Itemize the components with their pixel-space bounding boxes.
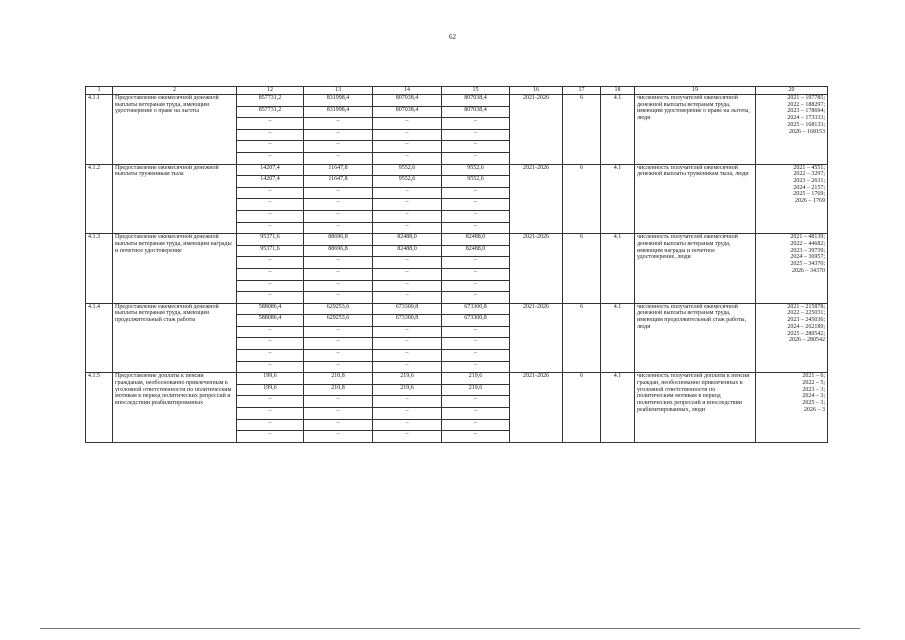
funding-value: 14207,4 bbox=[237, 176, 304, 188]
target-value-line: 2026 – 3 bbox=[804, 406, 825, 413]
funding-value: – bbox=[442, 338, 510, 350]
funding-value: – bbox=[237, 187, 304, 199]
funding-value: – bbox=[442, 396, 510, 408]
funding-value: 82488,0 bbox=[373, 234, 442, 246]
funding-value: – bbox=[237, 408, 304, 420]
header-cell: 20 bbox=[756, 87, 828, 95]
funding-value: – bbox=[237, 257, 304, 269]
target-value-line: 2024 – 36957; bbox=[790, 254, 825, 261]
target-value-line: 2026 – 280542 bbox=[789, 337, 825, 344]
funding-value: – bbox=[304, 199, 373, 211]
funding-value: – bbox=[237, 419, 304, 431]
funding-value: – bbox=[237, 118, 304, 130]
page-bottom-rule bbox=[40, 628, 860, 629]
target-value-line: 2021 – 215878; bbox=[787, 303, 825, 310]
target-value-line: 2021 – 48139; bbox=[790, 234, 825, 241]
implementation-period: 2021-2026 bbox=[510, 234, 563, 304]
target-value-line: 2022 – 3297; bbox=[793, 171, 825, 178]
funding-value: – bbox=[373, 222, 442, 234]
target-value-line: 2023 – 3; bbox=[802, 386, 825, 393]
target-value-line: 2025 – 280542; bbox=[787, 330, 825, 337]
target-value-line: 2024 – 2157; bbox=[793, 184, 825, 191]
column-17-value: 6 bbox=[563, 373, 601, 443]
funding-value: – bbox=[373, 118, 442, 130]
funding-value: – bbox=[237, 141, 304, 153]
target-value-line: 2024 – 3; bbox=[802, 393, 825, 400]
funding-value: 673300,8 bbox=[442, 315, 510, 327]
funding-value: – bbox=[304, 129, 373, 141]
column-17-value: 6 bbox=[563, 234, 601, 304]
funding-value: – bbox=[373, 350, 442, 362]
funding-value: – bbox=[304, 222, 373, 234]
target-value-line: 2021 – 6; bbox=[802, 373, 825, 380]
indicator-description: численность получателей ежемесячной денежной выплаты ветеранам труда, имеющим продолжительный стаж работы, люди bbox=[635, 303, 756, 373]
target-values bbox=[756, 303, 828, 373]
header-cell: 12 bbox=[237, 87, 304, 95]
column-18-value: 4.1 bbox=[601, 164, 635, 234]
funding-value: – bbox=[442, 431, 510, 443]
funding-value: 807038,4 bbox=[373, 95, 442, 107]
funding-value: – bbox=[304, 152, 373, 164]
implementation-period: 2021-2026 bbox=[510, 95, 563, 165]
measure-name: Предоставление ежемесячной денежной выплаты ветеранам труда, имеющим продолжительный стаж работы bbox=[113, 303, 237, 373]
measure-code: 4.1.2 bbox=[86, 164, 113, 234]
funding-value: 219,6 bbox=[442, 384, 510, 396]
target-value-line: 2025 – 34370; bbox=[790, 261, 825, 267]
funding-value: – bbox=[304, 141, 373, 153]
funding-value: – bbox=[373, 361, 442, 373]
measure-code: 4.1.4 bbox=[86, 303, 113, 373]
funding-value: – bbox=[373, 408, 442, 420]
funding-value: – bbox=[237, 268, 304, 280]
target-value-line: 2023 – 39739; bbox=[790, 247, 825, 254]
funding-value: 629253,6 bbox=[304, 315, 373, 327]
target-value-line: 2022 – 225031; bbox=[787, 310, 825, 317]
funding-value: – bbox=[442, 268, 510, 280]
funding-value: – bbox=[442, 408, 510, 420]
target-value-line: 2026 – 34370 bbox=[792, 267, 825, 274]
funding-value: 831998,4 bbox=[304, 95, 373, 107]
funding-value: – bbox=[304, 326, 373, 338]
measure-code: 4.1.1 bbox=[86, 95, 113, 165]
funding-value: – bbox=[237, 338, 304, 350]
funding-value: – bbox=[237, 350, 304, 362]
funding-value: – bbox=[442, 350, 510, 362]
funding-value: – bbox=[237, 431, 304, 443]
funding-value: – bbox=[373, 292, 442, 304]
funding-value: 9552,6 bbox=[373, 176, 442, 188]
funding-value: – bbox=[373, 268, 442, 280]
column-17-value: 6 bbox=[563, 303, 601, 373]
target-value-line: 2021 – 4551; bbox=[793, 164, 825, 171]
header-cell: 18 bbox=[601, 87, 635, 95]
funding-value: – bbox=[237, 129, 304, 141]
funding-value: 95371,6 bbox=[237, 245, 304, 257]
funding-value: – bbox=[442, 187, 510, 199]
funding-value: 14207,4 bbox=[237, 164, 304, 176]
column-18-value: 4.1 bbox=[601, 95, 635, 165]
target-value-line: 2025 – 3; bbox=[802, 400, 825, 407]
table-row bbox=[86, 95, 828, 107]
measure-name: Предоставление доплаты к пенсии гражданам, необоснованно привлеченным к уголовной ответственности по политическим мотивам в период политических репрессий и впоследствии реабилитированных bbox=[113, 373, 237, 443]
funding-value: – bbox=[237, 361, 304, 373]
funding-value: 199,6 bbox=[237, 384, 304, 396]
funding-value: – bbox=[304, 187, 373, 199]
header-row bbox=[86, 87, 828, 95]
measure-name: Предоставление ежемесячной денежной выплаты ветеранам труда, имеющим награды и почетное удостоверение bbox=[113, 234, 237, 304]
column-18-value: 4.1 bbox=[601, 373, 635, 443]
funding-value: 673300,8 bbox=[442, 303, 510, 315]
implementation-period: 2021-2026 bbox=[510, 373, 563, 443]
funding-value: – bbox=[373, 338, 442, 350]
funding-value: – bbox=[304, 396, 373, 408]
target-values bbox=[756, 234, 828, 304]
header-cell: 2 bbox=[113, 87, 237, 95]
funding-value: 88696,8 bbox=[304, 234, 373, 246]
funding-value: – bbox=[373, 257, 442, 269]
funding-value: 857731,2 bbox=[237, 95, 304, 107]
implementation-period: 2021-2026 bbox=[510, 164, 563, 234]
funding-value: – bbox=[237, 396, 304, 408]
funding-value: – bbox=[373, 141, 442, 153]
header-cell: 1 bbox=[86, 87, 113, 95]
funding-value: – bbox=[373, 431, 442, 443]
funding-value: – bbox=[373, 326, 442, 338]
funding-value: – bbox=[304, 280, 373, 292]
funding-value: – bbox=[442, 222, 510, 234]
funding-value: 588086,4 bbox=[237, 303, 304, 315]
funding-value: 629253,6 bbox=[304, 303, 373, 315]
funding-value: – bbox=[304, 431, 373, 443]
target-value-line: 2023 – 2631; bbox=[793, 178, 825, 184]
table-row bbox=[86, 303, 828, 315]
funding-value: – bbox=[304, 361, 373, 373]
column-17-value: 6 bbox=[563, 95, 601, 165]
header-cell: 14 bbox=[373, 87, 442, 95]
funding-value: 807038,4 bbox=[442, 106, 510, 118]
funding-value: 95371,6 bbox=[237, 234, 304, 246]
indicator-description: численность получателей ежемесячной денежной выплаты ветеранам труда, имеющим удостоверение о праве на льготы, люди bbox=[635, 95, 756, 165]
column-18-value: 4.1 bbox=[601, 303, 635, 373]
program-table bbox=[85, 86, 828, 443]
table-row bbox=[86, 164, 828, 176]
indicator-description: численность получателей ежемесячной денежной выплаты труженикам тыла, люди bbox=[635, 164, 756, 234]
funding-value: 673300,8 bbox=[373, 303, 442, 315]
funding-value: 11647,8 bbox=[304, 164, 373, 176]
funding-value: – bbox=[442, 129, 510, 141]
funding-value: – bbox=[237, 280, 304, 292]
measure-name: Предоставление ежемесячной денежной выплаты труженикам тыла bbox=[113, 164, 237, 234]
page-number: 62 bbox=[449, 33, 456, 41]
funding-value: – bbox=[237, 222, 304, 234]
funding-value: – bbox=[304, 210, 373, 222]
funding-value: 219,6 bbox=[373, 384, 442, 396]
funding-value: – bbox=[373, 396, 442, 408]
measure-code: 4.1.3 bbox=[86, 234, 113, 304]
funding-value: 11647,8 bbox=[304, 176, 373, 188]
target-values bbox=[756, 95, 828, 165]
funding-value: – bbox=[237, 210, 304, 222]
header-cell: 17 bbox=[563, 87, 601, 95]
funding-value: 673300,8 bbox=[373, 315, 442, 327]
implementation-period: 2021-2026 bbox=[510, 303, 563, 373]
target-value-line: 2025 – 1769; bbox=[793, 191, 825, 198]
funding-value: 831998,4 bbox=[304, 106, 373, 118]
target-value-line: 2025 – 168133; bbox=[787, 121, 825, 128]
funding-value: – bbox=[373, 419, 442, 431]
funding-value: – bbox=[237, 152, 304, 164]
funding-value: – bbox=[442, 118, 510, 130]
target-value-line: 2024 – 173333; bbox=[787, 115, 825, 122]
funding-value: – bbox=[237, 326, 304, 338]
funding-value: – bbox=[304, 257, 373, 269]
funding-value: – bbox=[442, 257, 510, 269]
target-value-line: 2026 – 1769 bbox=[795, 198, 825, 205]
funding-value: 857731,2 bbox=[237, 106, 304, 118]
funding-value: 9552,6 bbox=[442, 164, 510, 176]
funding-value: – bbox=[304, 268, 373, 280]
funding-value: – bbox=[442, 152, 510, 164]
target-value-line: 2022 – 5; bbox=[802, 379, 825, 386]
funding-value: 9552,6 bbox=[442, 176, 510, 188]
funding-value: 807038,4 bbox=[442, 95, 510, 107]
header-cell: 16 bbox=[510, 87, 563, 95]
header-cell: 13 bbox=[304, 87, 373, 95]
funding-value: – bbox=[304, 350, 373, 362]
header-cell: 15 bbox=[442, 87, 510, 95]
funding-value: – bbox=[373, 280, 442, 292]
funding-value: – bbox=[304, 419, 373, 431]
funding-value: – bbox=[304, 338, 373, 350]
funding-value: – bbox=[442, 326, 510, 338]
funding-value: 807038,4 bbox=[373, 106, 442, 118]
column-18-value: 4.1 bbox=[601, 234, 635, 304]
header-cell: 19 bbox=[635, 87, 756, 95]
funding-value: 88696,8 bbox=[304, 245, 373, 257]
target-value-line: 2021 – 197785; bbox=[787, 95, 825, 101]
target-value-line: 2023 – 245036; bbox=[787, 317, 825, 324]
funding-value: – bbox=[373, 187, 442, 199]
target-values bbox=[756, 373, 828, 443]
funding-value: – bbox=[442, 210, 510, 222]
funding-value: – bbox=[237, 292, 304, 304]
funding-value: – bbox=[304, 408, 373, 420]
funding-value: – bbox=[442, 199, 510, 211]
funding-value: – bbox=[442, 361, 510, 373]
funding-value: – bbox=[373, 210, 442, 222]
target-value-line: 2024 – 262189; bbox=[787, 323, 825, 330]
funding-value: – bbox=[442, 292, 510, 304]
funding-value: 82488,0 bbox=[442, 234, 510, 246]
target-value-line: 2026 – 168153 bbox=[789, 128, 825, 135]
funding-value: – bbox=[237, 199, 304, 211]
indicator-description: численность получателей ежемесячной денежной выплаты ветеранам труда, имеющим награды и почетное удостоверение, люди bbox=[635, 234, 756, 304]
funding-value: – bbox=[442, 141, 510, 153]
indicator-description: численность получателей доплаты к пенсии граждан, необоснованно привлеченных к уголовной ответственности по политическим мотивам в период политических репрессий и впоследствии реабилитированных, люди bbox=[635, 373, 756, 443]
funding-value: 219,6 bbox=[442, 373, 510, 385]
column-17-value: 6 bbox=[563, 164, 601, 234]
funding-value: – bbox=[442, 419, 510, 431]
measure-code: 4.1.5 bbox=[86, 373, 113, 443]
funding-value: 9552,6 bbox=[373, 164, 442, 176]
table-row bbox=[86, 234, 828, 246]
measure-name: Предоставление ежемесячной денежной выплаты ветеранам труда, имеющим удостоверение о праве на льготы bbox=[113, 95, 237, 165]
target-value-line: 2022 – 188297; bbox=[787, 101, 825, 108]
target-values bbox=[756, 164, 828, 234]
target-value-line: 2022 – 44682; bbox=[790, 240, 825, 247]
target-value-line: 2023 – 178694; bbox=[787, 108, 825, 115]
funding-value: – bbox=[373, 129, 442, 141]
funding-value: – bbox=[304, 292, 373, 304]
funding-value: – bbox=[373, 152, 442, 164]
table-row bbox=[86, 373, 828, 385]
funding-value: 210,8 bbox=[304, 373, 373, 385]
funding-value: 82488,0 bbox=[442, 245, 510, 257]
funding-value: 210,8 bbox=[304, 384, 373, 396]
funding-value: 199,6 bbox=[237, 373, 304, 385]
funding-value: 588086,4 bbox=[237, 315, 304, 327]
funding-value: – bbox=[304, 118, 373, 130]
funding-value: – bbox=[373, 199, 442, 211]
funding-value: 82488,0 bbox=[373, 245, 442, 257]
funding-value: – bbox=[442, 280, 510, 292]
funding-value: 219,6 bbox=[373, 373, 442, 385]
